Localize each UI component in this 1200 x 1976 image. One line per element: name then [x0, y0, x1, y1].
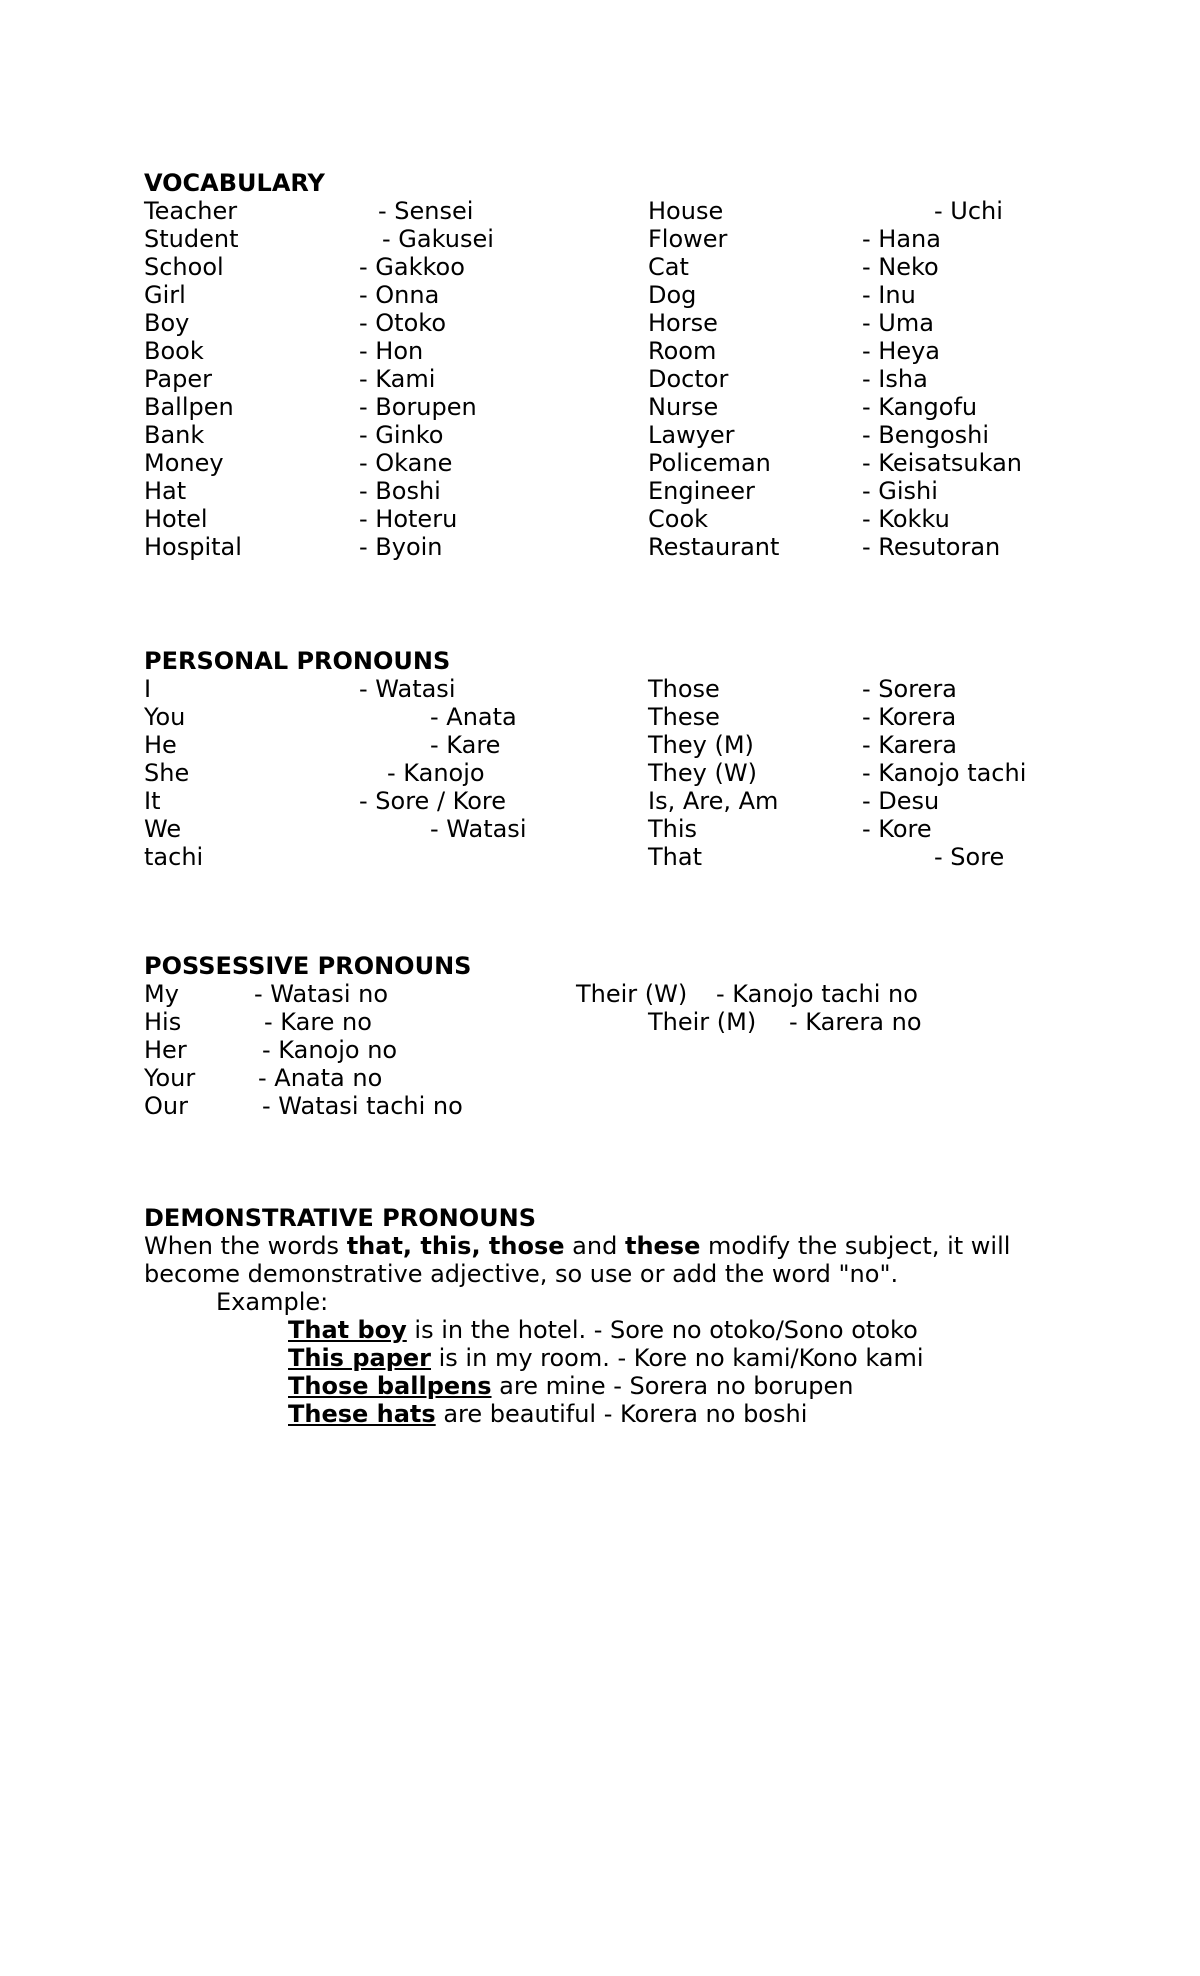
vocabulary-row: Money - Okane Policeman - Keisatsukan	[144, 449, 1022, 477]
example-line: Those ballpens are mine - Sorera no borupen	[288, 1372, 854, 1400]
vocabulary-row: Bank - Ginko Lawyer - Bengoshi	[144, 421, 990, 449]
possessive-row: His - Kare no Their (M) - Karera no	[144, 1008, 922, 1036]
personal-row: He - Kare They (M) - Karera	[144, 731, 957, 759]
demonstrative-intro-line-2: become demonstrative adjective, so use or add the word "no".	[144, 1260, 899, 1288]
vocabulary-row: Ballpen - Borupen Nurse - Kangofu	[144, 393, 978, 421]
possessive-row: Her - Kanojo no	[144, 1036, 398, 1064]
vocabulary-row: Hospital - Byoin Restaurant - Resutoran	[144, 533, 1001, 561]
vocabulary-row: Teacher - Sensei House - Uchi	[144, 197, 1003, 225]
demonstrative-pronouns-section	[144, 1204, 1064, 1428]
personal-row: It - Sore / Kore Is, Are, Am - Desu	[144, 787, 940, 815]
example-line: That boy is in the hotel. - Sore no otoko/Sono otoko	[288, 1316, 918, 1344]
possessive-pronouns-heading: POSSESSIVE PRONOUNS	[144, 952, 472, 980]
example-label: Example:	[216, 1288, 329, 1316]
vocabulary-row: Boy - Otoko Horse - Uma	[144, 309, 934, 337]
possessive-row: Our - Watasi tachi no	[144, 1092, 463, 1120]
personal-pronouns-heading: PERSONAL PRONOUNS	[144, 647, 451, 675]
possessive-pronouns-section	[144, 952, 1064, 1120]
vocabulary-row: Student - Gakusei Flower - Hana	[144, 225, 941, 253]
vocabulary-row: Paper - Kami Doctor - Isha	[144, 365, 928, 393]
vocabulary-row: School - Gakkoo Cat - Neko	[144, 253, 939, 281]
demonstrative-intro-line-1: When the words that, this, those and these modify the subject, it will	[144, 1232, 1011, 1260]
vocabulary-heading: VOCABULARY	[144, 169, 325, 197]
vocabulary-row: Girl - Onna Dog - Inu	[144, 281, 916, 309]
personal-pronouns-section	[144, 647, 1064, 871]
personal-row: You - Anata These - Korera	[144, 703, 957, 731]
example-line: These hats are beautiful - Korera no boshi	[288, 1400, 808, 1428]
vocabulary-row: Book - Hon Room - Heya	[144, 337, 941, 365]
example-line: This paper is in my room. - Kore no kami/Kono kami	[288, 1344, 924, 1372]
possessive-row: Your - Anata no	[144, 1064, 383, 1092]
personal-row: I - Watasi Those - Sorera	[144, 675, 957, 703]
possessive-row: My - Watasi no Their (W) - Kanojo tachi no	[144, 980, 918, 1008]
personal-row: We - Watasi This - Kore	[144, 815, 932, 843]
personal-row: She - Kanojo They (W) - Kanojo tachi	[144, 759, 1027, 787]
personal-row: tachi That - Sore	[144, 843, 1005, 871]
vocabulary-row: Hotel - Hoteru Cook - Kokku	[144, 505, 950, 533]
vocabulary-row: Hat - Boshi Engineer - Gishi	[144, 477, 938, 505]
vocabulary-section	[144, 169, 1064, 561]
demonstrative-pronouns-heading: DEMONSTRATIVE PRONOUNS	[144, 1204, 536, 1232]
